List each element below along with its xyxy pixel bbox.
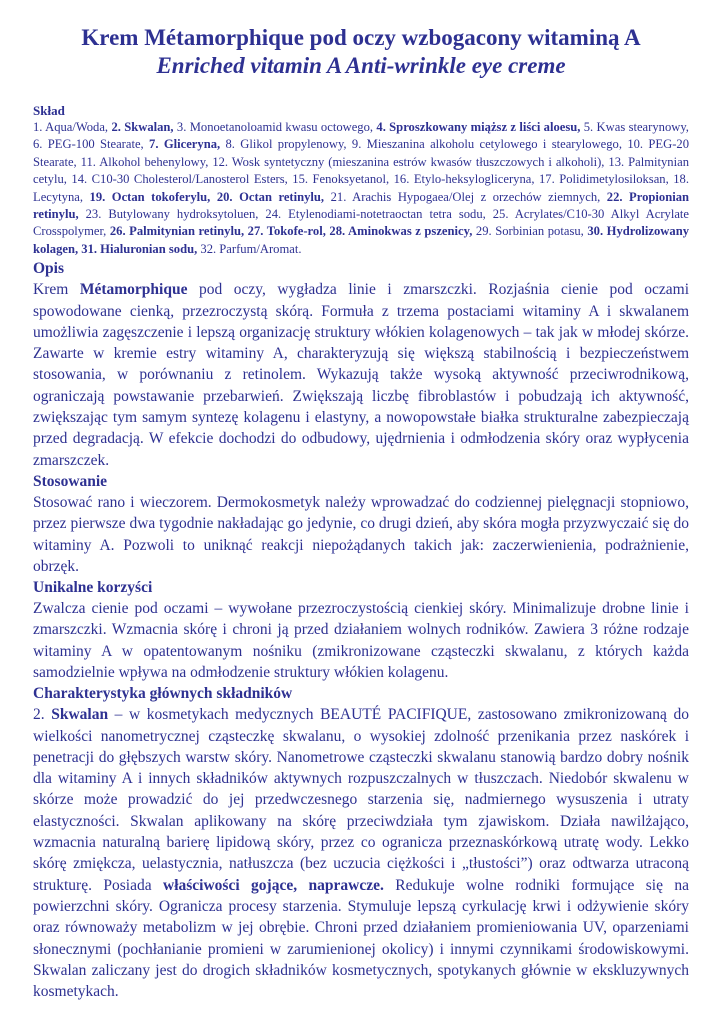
ingredients-text: 21. Arachis Hypogaea/Olej z orzechów ziemnych, [324, 189, 607, 204]
stosowanie-paragraph: Stosować rano i wieczorem. Dermokosmetyk należy wprowadzać do codziennej pielęgnacji stopniowo, przez pierwsze dwa tygodnie nakładając go jedynie, co drugi dzień, aby skóra mogła przyzwyczaić się do witaminy A. Pozwoli to uniknąć reakcji niepożądanych takich jak: zaczerwienienia, podrażnienie, obrzęk. [33, 493, 689, 575]
skwalan-term: Skwalan [51, 706, 109, 724]
opis-text: Krem [33, 281, 80, 299]
ingredients-bold: 4. Sproszkowany miąższ z liści aloesu, [376, 120, 581, 134]
ingredients-text: 8. Glikol propylenowy, 9. Mieszanina alkoholu cetylowego i stearylowego, 10. PEG-20 Stearate, 11. Alkohol behenylowy, 12. Wosk syntetyczny (mieszanina estrów kwasów tłuszczowych i alkoholi), 13. Palmitynian cetylu, 14. C10-30 Cholesterol/Lanosterol Esters, 15. Fenoksyetanol, 16. Etylo-heksylogliceryna, 17. Polidimetylosiloksan, 18. Lecytyna, [33, 137, 689, 204]
korzysci-heading: Unikalne korzyści [33, 579, 153, 597]
ingredients-bold: 26. Palmitynian retinylu, 27. Tokofe-rol, 28. Aminokwas z pszenicy, [109, 224, 473, 239]
ingredients-bold: 19. Octan tokoferylu, 20. Octan retinylu, [89, 189, 325, 204]
ingredients-bold: 2. Skwalan, [111, 120, 174, 134]
ingredients-bold: 7. Gliceryna, [149, 137, 221, 152]
ingredients-text: 1. Aqua/Woda, [33, 120, 112, 134]
ingredients-text: 5. Kwas stearynowy, 6. PEG-100 Stearate, [33, 120, 689, 152]
skladniki-paragraph [33, 704, 689, 1002]
korzysci-paragraph: Zwalcza cienie pod oczami – wywołane przezroczystością cienkiej skóry. Minimalizuje drobne linie i zmarszczki. Wzmacnia skórę i chroni ją przed działaniem wolnych rodników. Zawiera 3 różne rodzaje witaminy A w opatentowanym nośniku (zmikronizowane cząsteczki skwalanu, z których każda samodzielnie wpływa na odmłodzenie struktury włókien kolagenu. [33, 600, 689, 681]
skladniki-bold: właściwości gojące, naprawcze. [163, 876, 384, 894]
ingredients-text: 29. Sorbinian potasu, [472, 224, 588, 239]
ingredients-list [33, 119, 689, 258]
page-subtitle: Enriched vitamin A Anti-wrinkle eye creme [156, 53, 566, 78]
skladniki-heading: Charakterystyka głównych składników [33, 685, 293, 703]
skladniki-text: Redukuje wolne rodniki formujące się na powierzchni skóry. Ogranicza procesy starzenia. Stymuluje lepszą cyrkulację krwi i odżywienie skóry oraz równoważy metabolizm w jej obrębie. Chroni przed działaniem promieniowania UV, oparzeniami słonecznymi (pochłanianie promieni w zarumienionej okolicy) i innymi czynnikami środowiskowymi. Skwalan zaliczany jest do drogich składników kosmetycznych, spotykanych głównie w ekskluzywnych kosmetykach. [33, 876, 690, 1001]
ingredients-text: 32. Parfum/Aromat. [197, 241, 302, 256]
ingredients-bold: 22. Propionian retinylu, [33, 189, 689, 222]
stosowanie-heading: Stosowanie [33, 472, 108, 490]
ingredients-text: 3. Monoetanoloamid kwasu octowego, [173, 120, 377, 134]
skladniki-text: 2. [33, 706, 52, 724]
skladniki-text: – w kosmetykach medycznych BEAUTÉ PACIFIQUE, zastosowano zmikronizowaną do wielkości nanometrycznej cząsteczkę skwalanu, o wysokiej zdolność przenikania przez naskórek i penetracji do głębszych warstw skóry. Nanometrowe cząsteczki skwalanu stanowią bardzo dobry nośnik dla witaminy A i innych składników aktywnych rozpuszczalnych w tłuszczach. Niedobór skwalenu w skórze może prowadzić do jej przedwczesnego starzenia się, nadmiernego wysuszenia i utraty elastyczności. Skwalan aplikowany na skórę przeciwdziała tym zjawiskom. Działa nawilżająco, wzmacnia naturalną barierę lipidową skóry, przez co ogranicza przeznaskórkową utratę wody. Lekko skórę zmiękcza, uelastycznia, natłuszcza (bez uczucia ciężkości i „tłustości”) oraz odtwarza utraconą strukturę. Posiada [33, 706, 689, 894]
opis-text: pod oczy, wygładza linie i zmarszczki. Rozjaśnia cienie pod oczami spowodowane cienką, przezroczystą skórą. Formuła z trzema postaciami witaminy A i skwalanem umożliwia zagęszczenie i lepszą organizację struktury włókien kolagenowych – tak jak w młodej skórze. Zawarte w kremie estry witaminy A, charakteryzują się większą stabilnością i bezpieczeństwem stosowania, w porównaniu z retinolem. Wykazują także wysoką aktywność przeciwrodnikową, ograniczają powstawanie przebarwień. Zwiększają liczbę fibroblastów i pobudzają ich aktywność, zwiększając tym samym syntezę kolagenu i elastyny, a nowopowstałe białka strukturalne zabezpieczają przed degradacją. W efekcie dochodzi do odbudowy, ujędrnienia i odmłodzenia skóry oraz wypłycenia zmarszczek. [33, 281, 690, 469]
page-title: Krem Métamorphique pod oczy wzbogacony witaminą A [81, 25, 641, 50]
sklad-heading: Skład [33, 103, 65, 118]
product-name: Métamorphique [79, 281, 188, 299]
opis-heading: Opis [33, 260, 65, 278]
opis-paragraph [33, 279, 689, 471]
ingredients-text: 23. Butylowany hydroksytoluen, 24. Etylenodiami-notetraoctan tetra sodu, 25. Acrylates/C10-30 Alkyl Acrylate Crosspolymer, [33, 207, 689, 239]
ingredients-bold: 30. Hydrolizowany kolagen, 31. Hialuronian sodu, [33, 224, 689, 256]
